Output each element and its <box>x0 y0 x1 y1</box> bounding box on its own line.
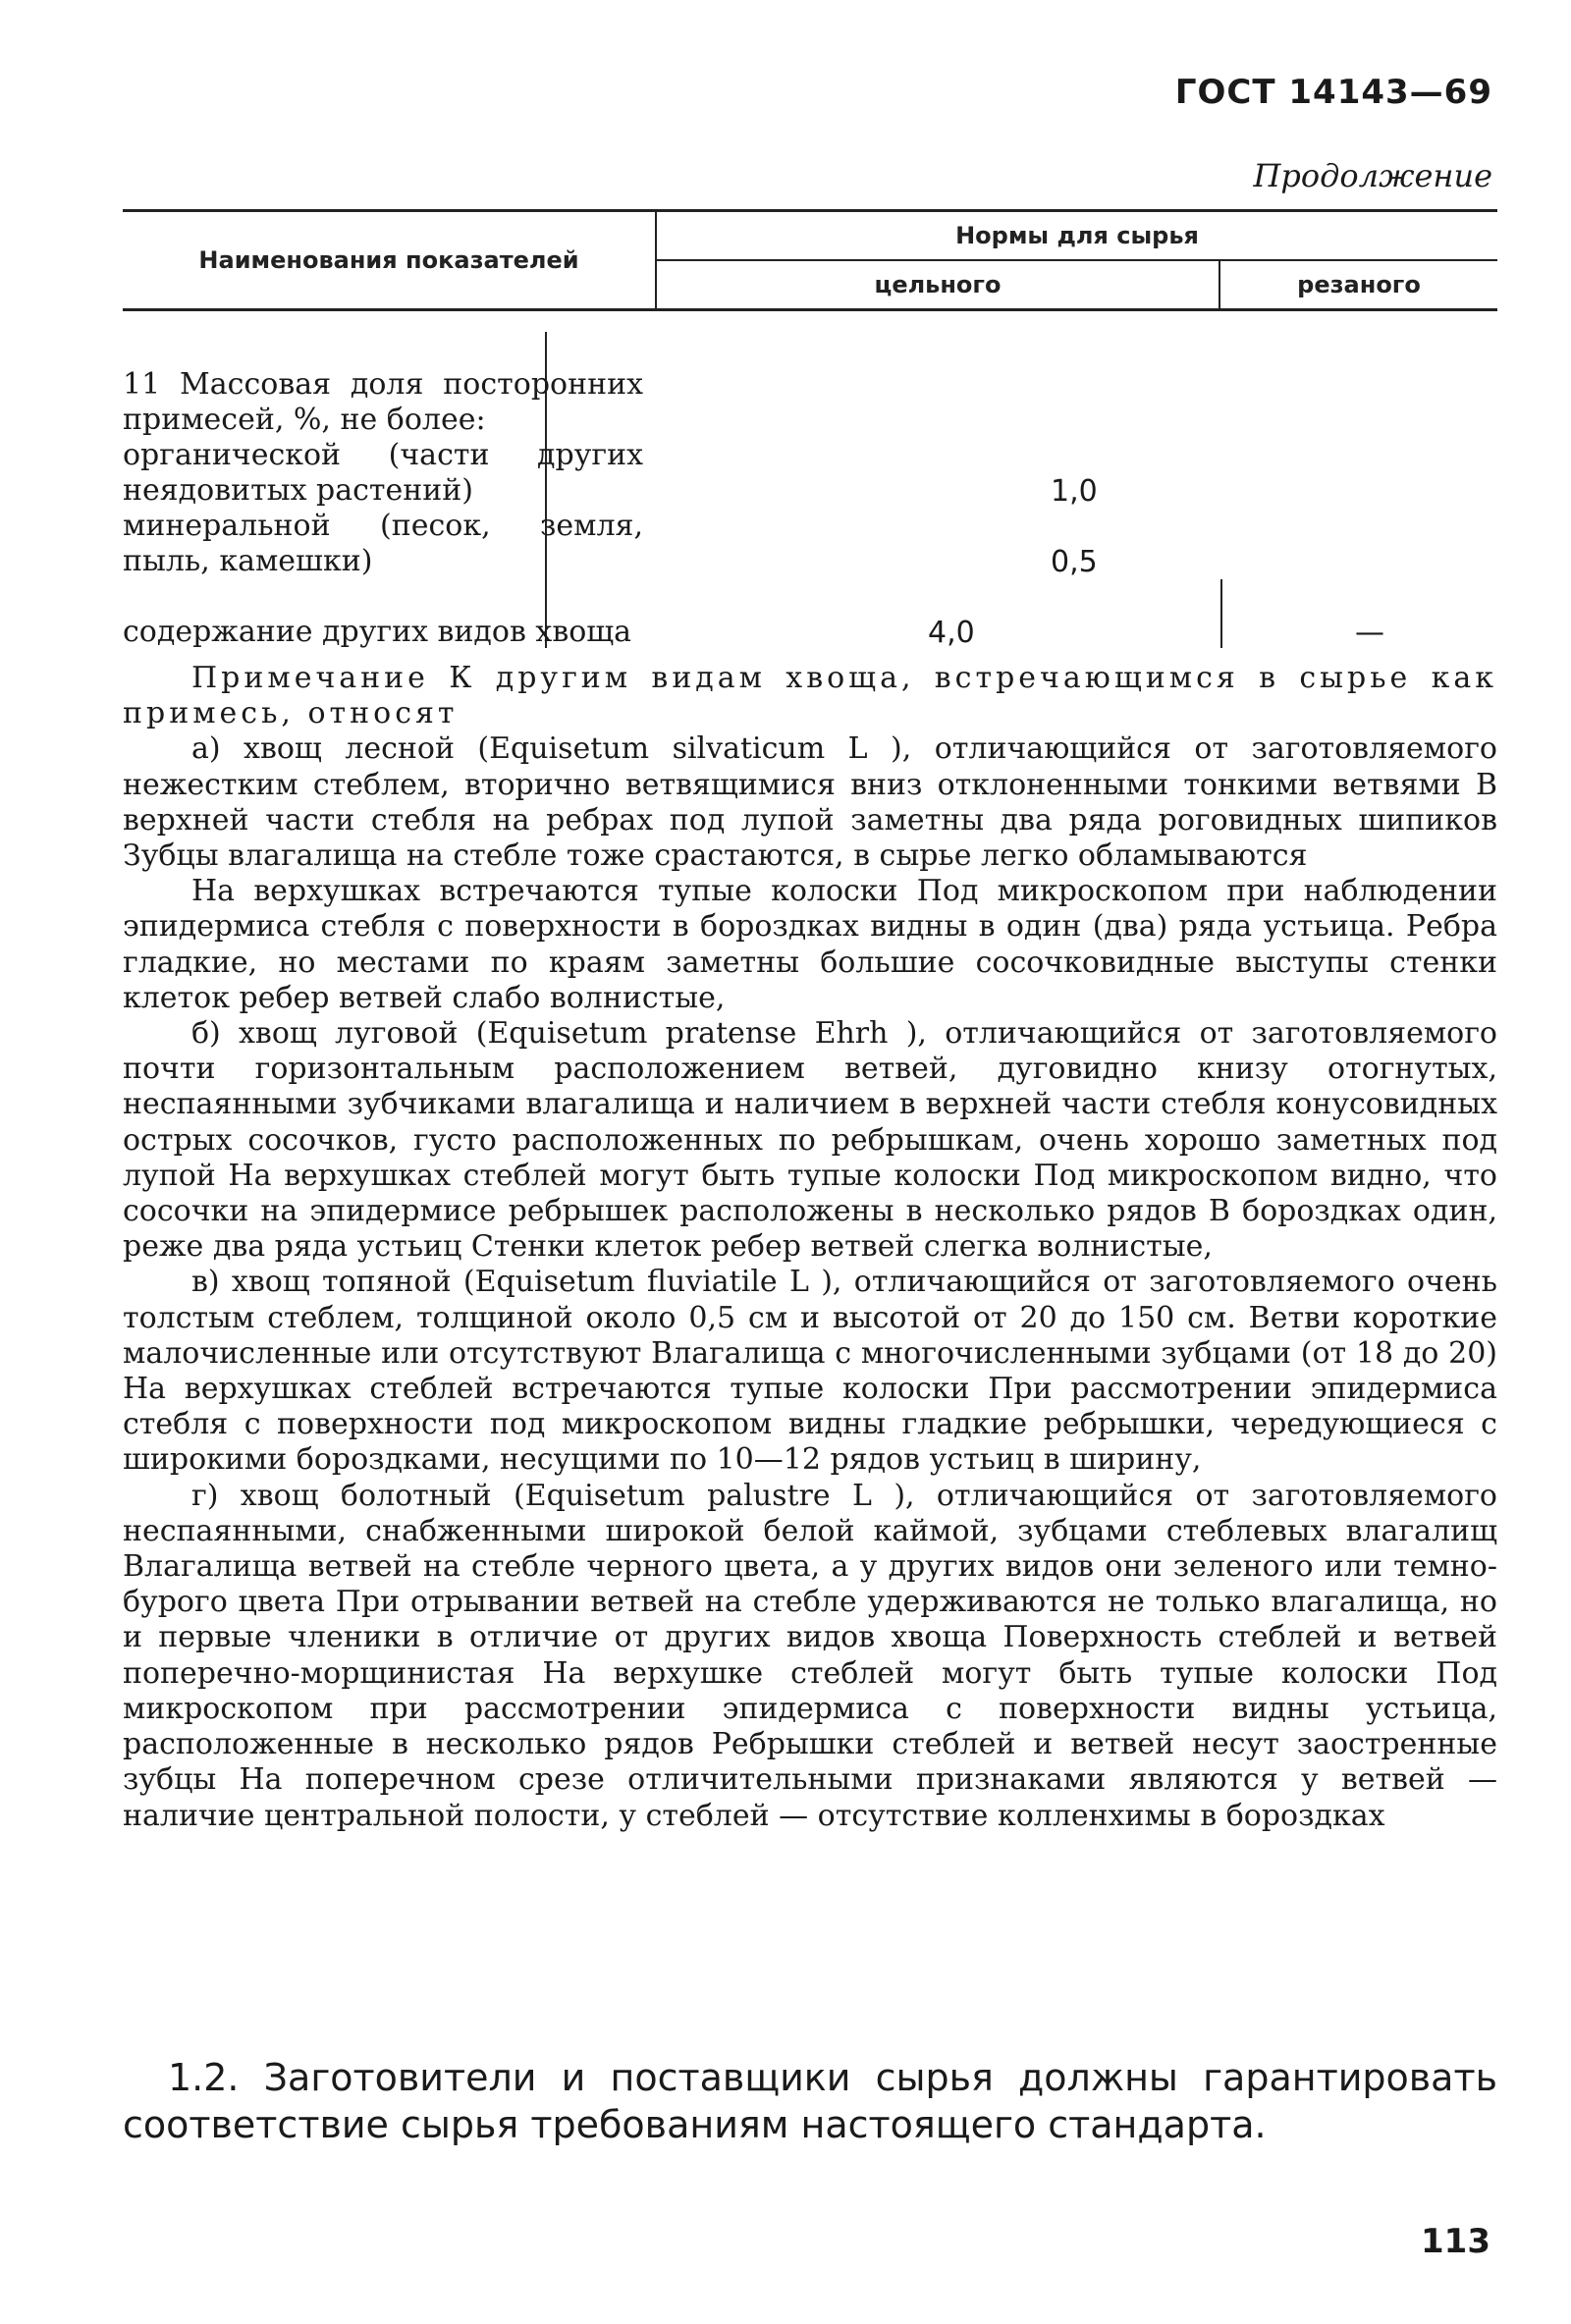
row-name: 11 Массовая доля посторонних примесей, %, не более: <box>123 367 643 437</box>
norms-table-header <box>123 209 1497 311</box>
value-cut: — <box>1355 616 1384 650</box>
notes-section <box>123 661 1497 1834</box>
note-item: На верхушках встречаются тупые колоски Под микроскопом при наблюдении эпидермиса стебля с поверхности в бороздках видны в один (два) ряда устьица. Ребра гладкие, но местами по краям заметны большие сосочковидные выступы стенки клеток ребер ветвей слабо волнистые, <box>123 874 1497 1015</box>
row-name: органической (части других неядовитых растений) <box>123 438 643 508</box>
value-whole: 0,5 <box>1051 545 1098 579</box>
table-row <box>123 509 1497 579</box>
note-item: а) хвощ лесной (Equisetum silvaticum L ), отличающийся от заготовляемого нежестким стеблем, вторично ветвящимися вниз отклоненными тонкими ветвями В верхней части стебля на ребрах под лупой заметны два ряда роговидных шипиков Зубцы влагалища на стебле тоже срастаются, в сырье легко обламываются <box>123 731 1497 874</box>
table-row <box>123 579 1497 650</box>
document-code: ГОСТ 14143—69 <box>1174 73 1492 112</box>
row-name: минеральной (песок, земля, пыль, камешки) <box>123 509 643 578</box>
note-item: г) хвощ болотный (Equisetum palustre L ), отличающийся от заготовляемого неспаянными, снабженными широкой белой каймой, зубцами стеблевых влагалищ Влагалища ветвей на стебле черного цвета, а у других видов они зеленого или темно-бурого цвета При отрывании ветвей на стебле удерживаются не только влагалища, но и первые членики в отличие от других видов хвоща Поверхность стеблей и ветвей поперечно-морщинистая На верхушке стеблей могут быть тупые колоски Под микроскопом при рассмотрении эпидермиса с поверхности видны устьица, расположенные в несколько рядов Ребрышки стеблей и ветвей несут заостренные зубцы На поперечном срезе отличительными признаками являются у ветвей — наличие центральной полости, у стеблей — отсутствие колленхимы в бороздках <box>123 1478 1497 1833</box>
clause-1-2 <box>123 2054 1497 2148</box>
table-row <box>123 332 1497 438</box>
value-whole: 1,0 <box>1051 474 1098 509</box>
note-item: в) хвощ топяной (Equisetum fluviatile L ), отличающийся от заготовляемого очень толстым стеблем, толщиной около 0,5 см и высотой от 20 до 150 см. Ветви короткие малочисленные или отсутствуют Влагалища с многочисленными зубцами (от 18 до 20) На верхушках стеблей встречаются тупые колоски При рассмотрении эпидермиса стебля с поверхности под микроскопом видны гладкие ребрышки, чередующиеся с широкими бороздками, несущими по 10—12 рядов устьиц в ширину, <box>123 1265 1497 1478</box>
column-header-name: Наименования показателей <box>123 211 656 310</box>
note-intro: Примечание К другим видам хвоща, встречающимся в сырье как примесь, относят <box>123 661 1497 731</box>
column-header-norms: Нормы для сырья <box>656 211 1497 261</box>
continuation-label: Продолжение <box>1253 157 1492 194</box>
subheader-cut: резаного <box>1219 260 1497 310</box>
row-name: содержание других видов хвоща <box>123 615 632 649</box>
value-whole: 4,0 <box>928 616 975 650</box>
table-row <box>123 438 1497 509</box>
note-item: б) хвощ луговой (Equisetum pratense Ehrh ), отличающийся от заготовляемого почти горизонтальным расположением ветвей, дуговидно книзу отогнутых, неспаянными зубчиками влагалища и наличием в верхней части стебля конусовидных острых сосочков, густо расположенных по ребрышкам, очень хорошо заметных под лупой На верхушках стеблей могут быть тупые колоски Под микроскопом видно, что сосочки на эпидермисе ребрышек расположены в несколько рядов В бороздках один, реже два ряда устьиц Стенки клеток ребер ветвей слегка волнистые, <box>123 1016 1497 1265</box>
clause-text: 1.2. Заготовители и поставщики сырья должны гарантировать соответствие сырья требованиям настоящего стандарта. <box>123 2056 1497 2146</box>
page-number: 113 <box>1421 2222 1490 2261</box>
norms-table-body <box>123 332 1497 650</box>
subheader-whole: цельного <box>656 260 1219 310</box>
